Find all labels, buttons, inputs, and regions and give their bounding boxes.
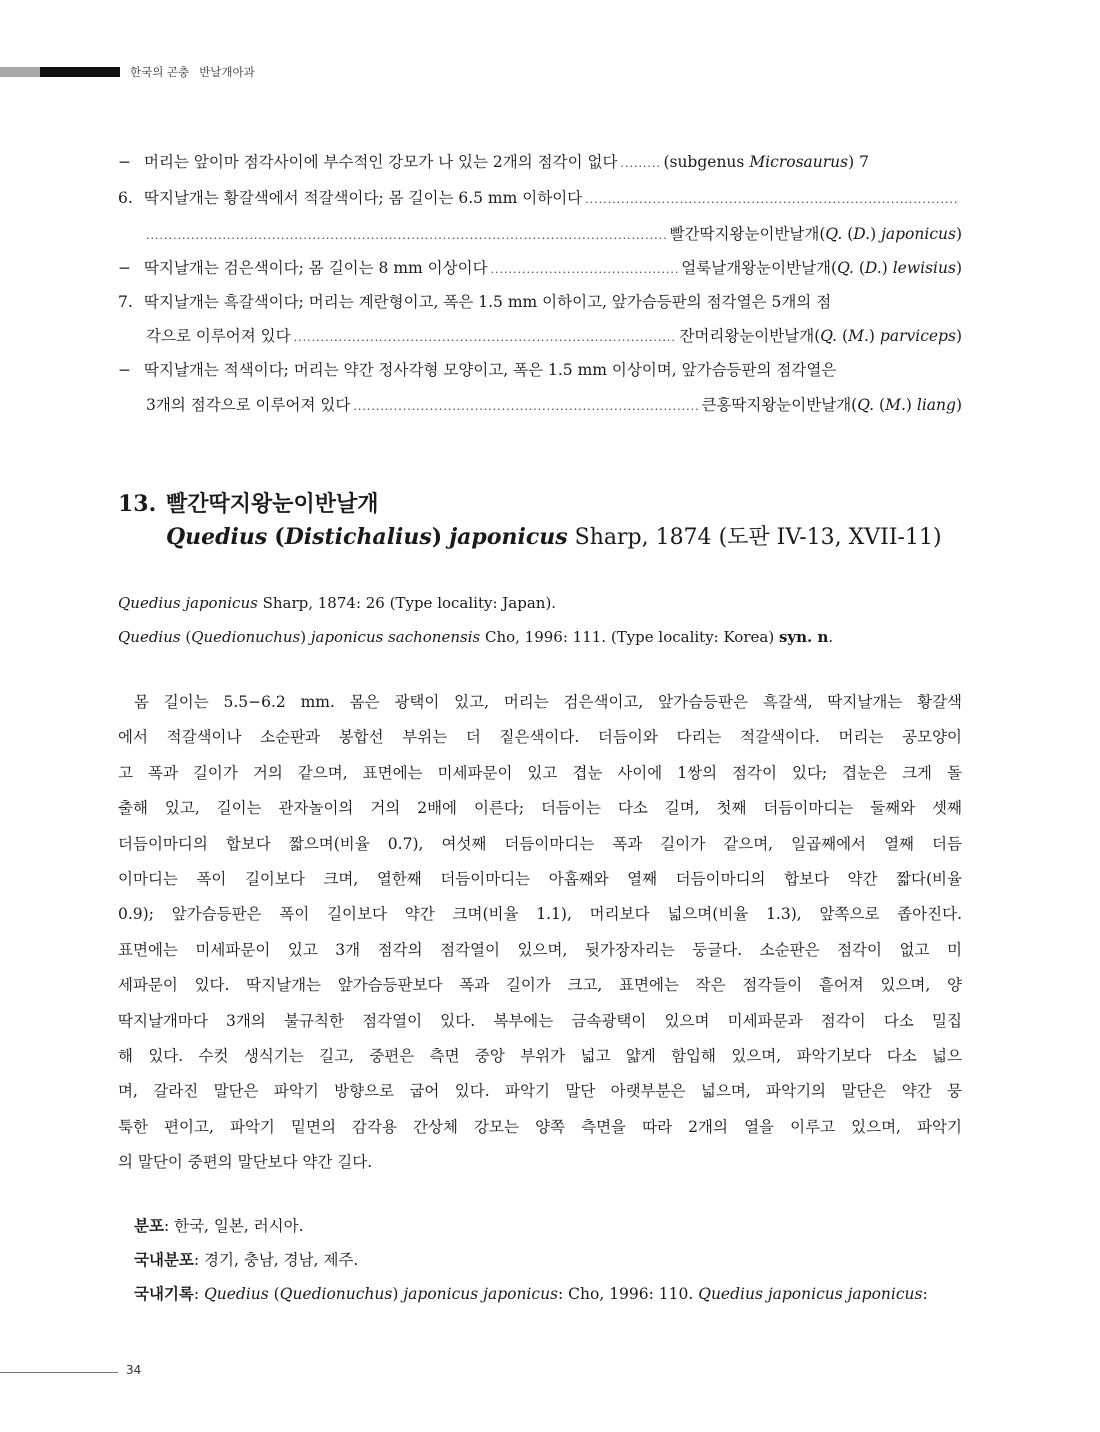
leader-dots <box>620 152 660 176</box>
species-heading <box>118 488 379 520</box>
key-text: 딱지날개는 흑갈색이다; 머리는 계란형이고, 폭은 1.5 mm 이하이고, 앞가슴등판의 점각열은 5개의 점 <box>144 293 832 311</box>
key-marker: 7. <box>118 293 133 311</box>
description-line: 며, 갈라진 말단은 파악기 방향으로 굽어 있다. 파악기 말단 아랫부분은 넓으며, 파악기의 말단은 약간 뭉 <box>118 1082 962 1101</box>
leader-dots <box>294 326 677 350</box>
key-result: 빨간딱지왕눈이반날개(Q. (D.) japonicus) <box>669 225 962 243</box>
key-line <box>118 393 962 417</box>
key-result: 큰홍딱지왕눈이반날개(Q. (M.) liang) <box>701 396 962 414</box>
header-bar-gray <box>0 67 40 77</box>
description-line: 툭한 편이고, 파악기 밑면의 감각용 간상체 강모는 양쪽 측면을 따라 2개의 열을 이루고 있으며, 파악기 <box>118 1117 962 1136</box>
plate-reference: (도판 IV-13, XVII-11) <box>718 525 942 550</box>
description-line: 에서 적갈색이나 소순판과 봉합선 부위는 더 짙은색이다. 더듬이와 다리는 적갈색이다. 머리는 공모양이 <box>118 728 962 747</box>
key-result: 잔머리왕눈이반날개(Q. (M.) parviceps) <box>679 327 962 345</box>
page-number: 34 <box>126 1363 142 1377</box>
key-line <box>118 186 962 210</box>
species-number: 13. <box>118 491 157 517</box>
footer-rule <box>0 1372 118 1373</box>
key-line <box>118 222 962 246</box>
description-line: 더듬이마디의 합보다 짧으며(비율 0.7), 여섯째 더듬이마디는 폭과 길이가 같으며, 일곱째에서 열째 더듬 <box>118 834 962 853</box>
key-text: 딱지날개는 적색이다; 머리는 약간 정사각형 모양이고, 폭은 1.5 mm 이상이며, 앞가슴등판의 점각열은 <box>144 361 837 379</box>
key-marker: − <box>118 259 131 277</box>
key-line <box>118 290 962 314</box>
key-text: 머리는 앞이마 점각사이에 부수적인 강모가 나 있는 2개의 점각이 없다 <box>144 153 618 171</box>
species-description <box>118 690 962 1185</box>
header-family: 반날개아과 <box>199 65 255 79</box>
running-header <box>130 64 255 80</box>
key-text: 3개의 점각으로 이루어져 있다 <box>146 396 351 414</box>
description-line: 출해 있고, 길이는 관자놀이의 거의 2배에 이른다; 더듬이는 다소 길며, 첫째 더듬이마디는 둘째와 셋째 <box>118 799 962 818</box>
key-result: (subgenus Microsaurus) 7 <box>663 153 869 171</box>
species-scientific-name: Quedius (Distichalius) japonicus Sharp, 1874 (도판 IV-13, XVII-11) <box>166 524 942 550</box>
description-line: 딱지날개마다 3개의 불규칙한 점각열이 있다. 복부에는 금속광택이 있으며 미세파문과 점각이 다소 밀집 <box>118 1011 962 1030</box>
description-line: 표면에는 미세파문이 있고 3개 점각의 점각열이 있으며, 뒷가장자리는 둥글다. 소순판은 점각이 없고 미 <box>118 940 962 959</box>
key-line <box>118 256 962 280</box>
distribution: 분포: 한국, 일본, 러시아. <box>134 1216 304 1235</box>
description-line: 이마디는 폭이 길이보다 크며, 열한째 더듬이마디는 아홉째와 열째 더듬이마디의 합보다 약간 짧다(비율 <box>118 869 962 888</box>
key-line <box>118 324 962 348</box>
domestic-records: 국내기록: Quedius (Quedionuchus) japonicus japonicus: Cho, 1996: 110. Quedius japonicus japonicus: <box>134 1284 928 1303</box>
leader-dots <box>146 224 667 248</box>
key-marker: − <box>118 153 131 171</box>
domestic-distribution: 국내분포: 경기, 충남, 경남, 제주. <box>134 1250 359 1269</box>
key-result: 얼룩날개왕눈이반날개(Q. (D.) lewisius) <box>681 259 962 277</box>
header-series: 한국의 곤충 <box>130 65 190 79</box>
leader-dots <box>585 188 959 212</box>
key-text: 딱지날개는 황갈색에서 적갈색이다; 몸 길이는 6.5 mm 이하이다 <box>144 189 583 207</box>
key-text: 각으로 이루어져 있다 <box>146 327 291 345</box>
key-marker: − <box>118 361 131 379</box>
key-line <box>118 150 962 174</box>
synonym-entry: Quedius japonicus Sharp, 1874: 26 (Type locality: Japan). <box>118 594 557 612</box>
key-line <box>118 358 962 382</box>
leader-dots <box>353 395 698 419</box>
description-line: 고 폭과 길이가 거의 같으며, 표면에는 미세파문이 있고 겹눈 사이에 1쌍의 점각이 있다; 겹눈은 크게 돌 <box>118 763 962 782</box>
species-korean-name: 빨간딱지왕눈이반날개 <box>166 491 379 517</box>
header-bar-black <box>40 67 120 77</box>
key-text: 딱지날개는 검은색이다; 몸 길이는 8 mm 이상이다 <box>144 259 488 277</box>
synonym-entry: Quedius (Quedionuchus) japonicus sachonensis Cho, 1996: 111. (Type locality: Korea) syn. n. <box>118 628 834 646</box>
description-line: 의 말단이 중편의 말단보다 약간 길다. <box>118 1153 373 1172</box>
description-line: 세파문이 있다. 딱지날개는 앞가슴등판보다 폭과 길이가 크고, 표면에는 작은 점각들이 흩어져 있으며, 양 <box>118 976 962 995</box>
description-line: 몸 길이는 5.5−6.2 mm. 몸은 광택이 있고, 머리는 검은색이고, 앞가슴등판은 흑갈색, 딱지날개는 황갈색 <box>134 693 962 711</box>
description-line: 해 있다. 수컷 생식기는 길고, 중편은 측면 중앙 부위가 넓고 얇게 함입해 있으며, 파악기보다 다소 넓으 <box>118 1046 962 1065</box>
description-line: 0.9); 앞가슴등판은 폭이 길이보다 약간 크며(비율 1.1), 머리보다 넓으며(비율 1.3), 앞쪽으로 좁아진다. <box>118 905 962 924</box>
key-marker: 6. <box>118 189 133 207</box>
leader-dots <box>491 258 679 282</box>
